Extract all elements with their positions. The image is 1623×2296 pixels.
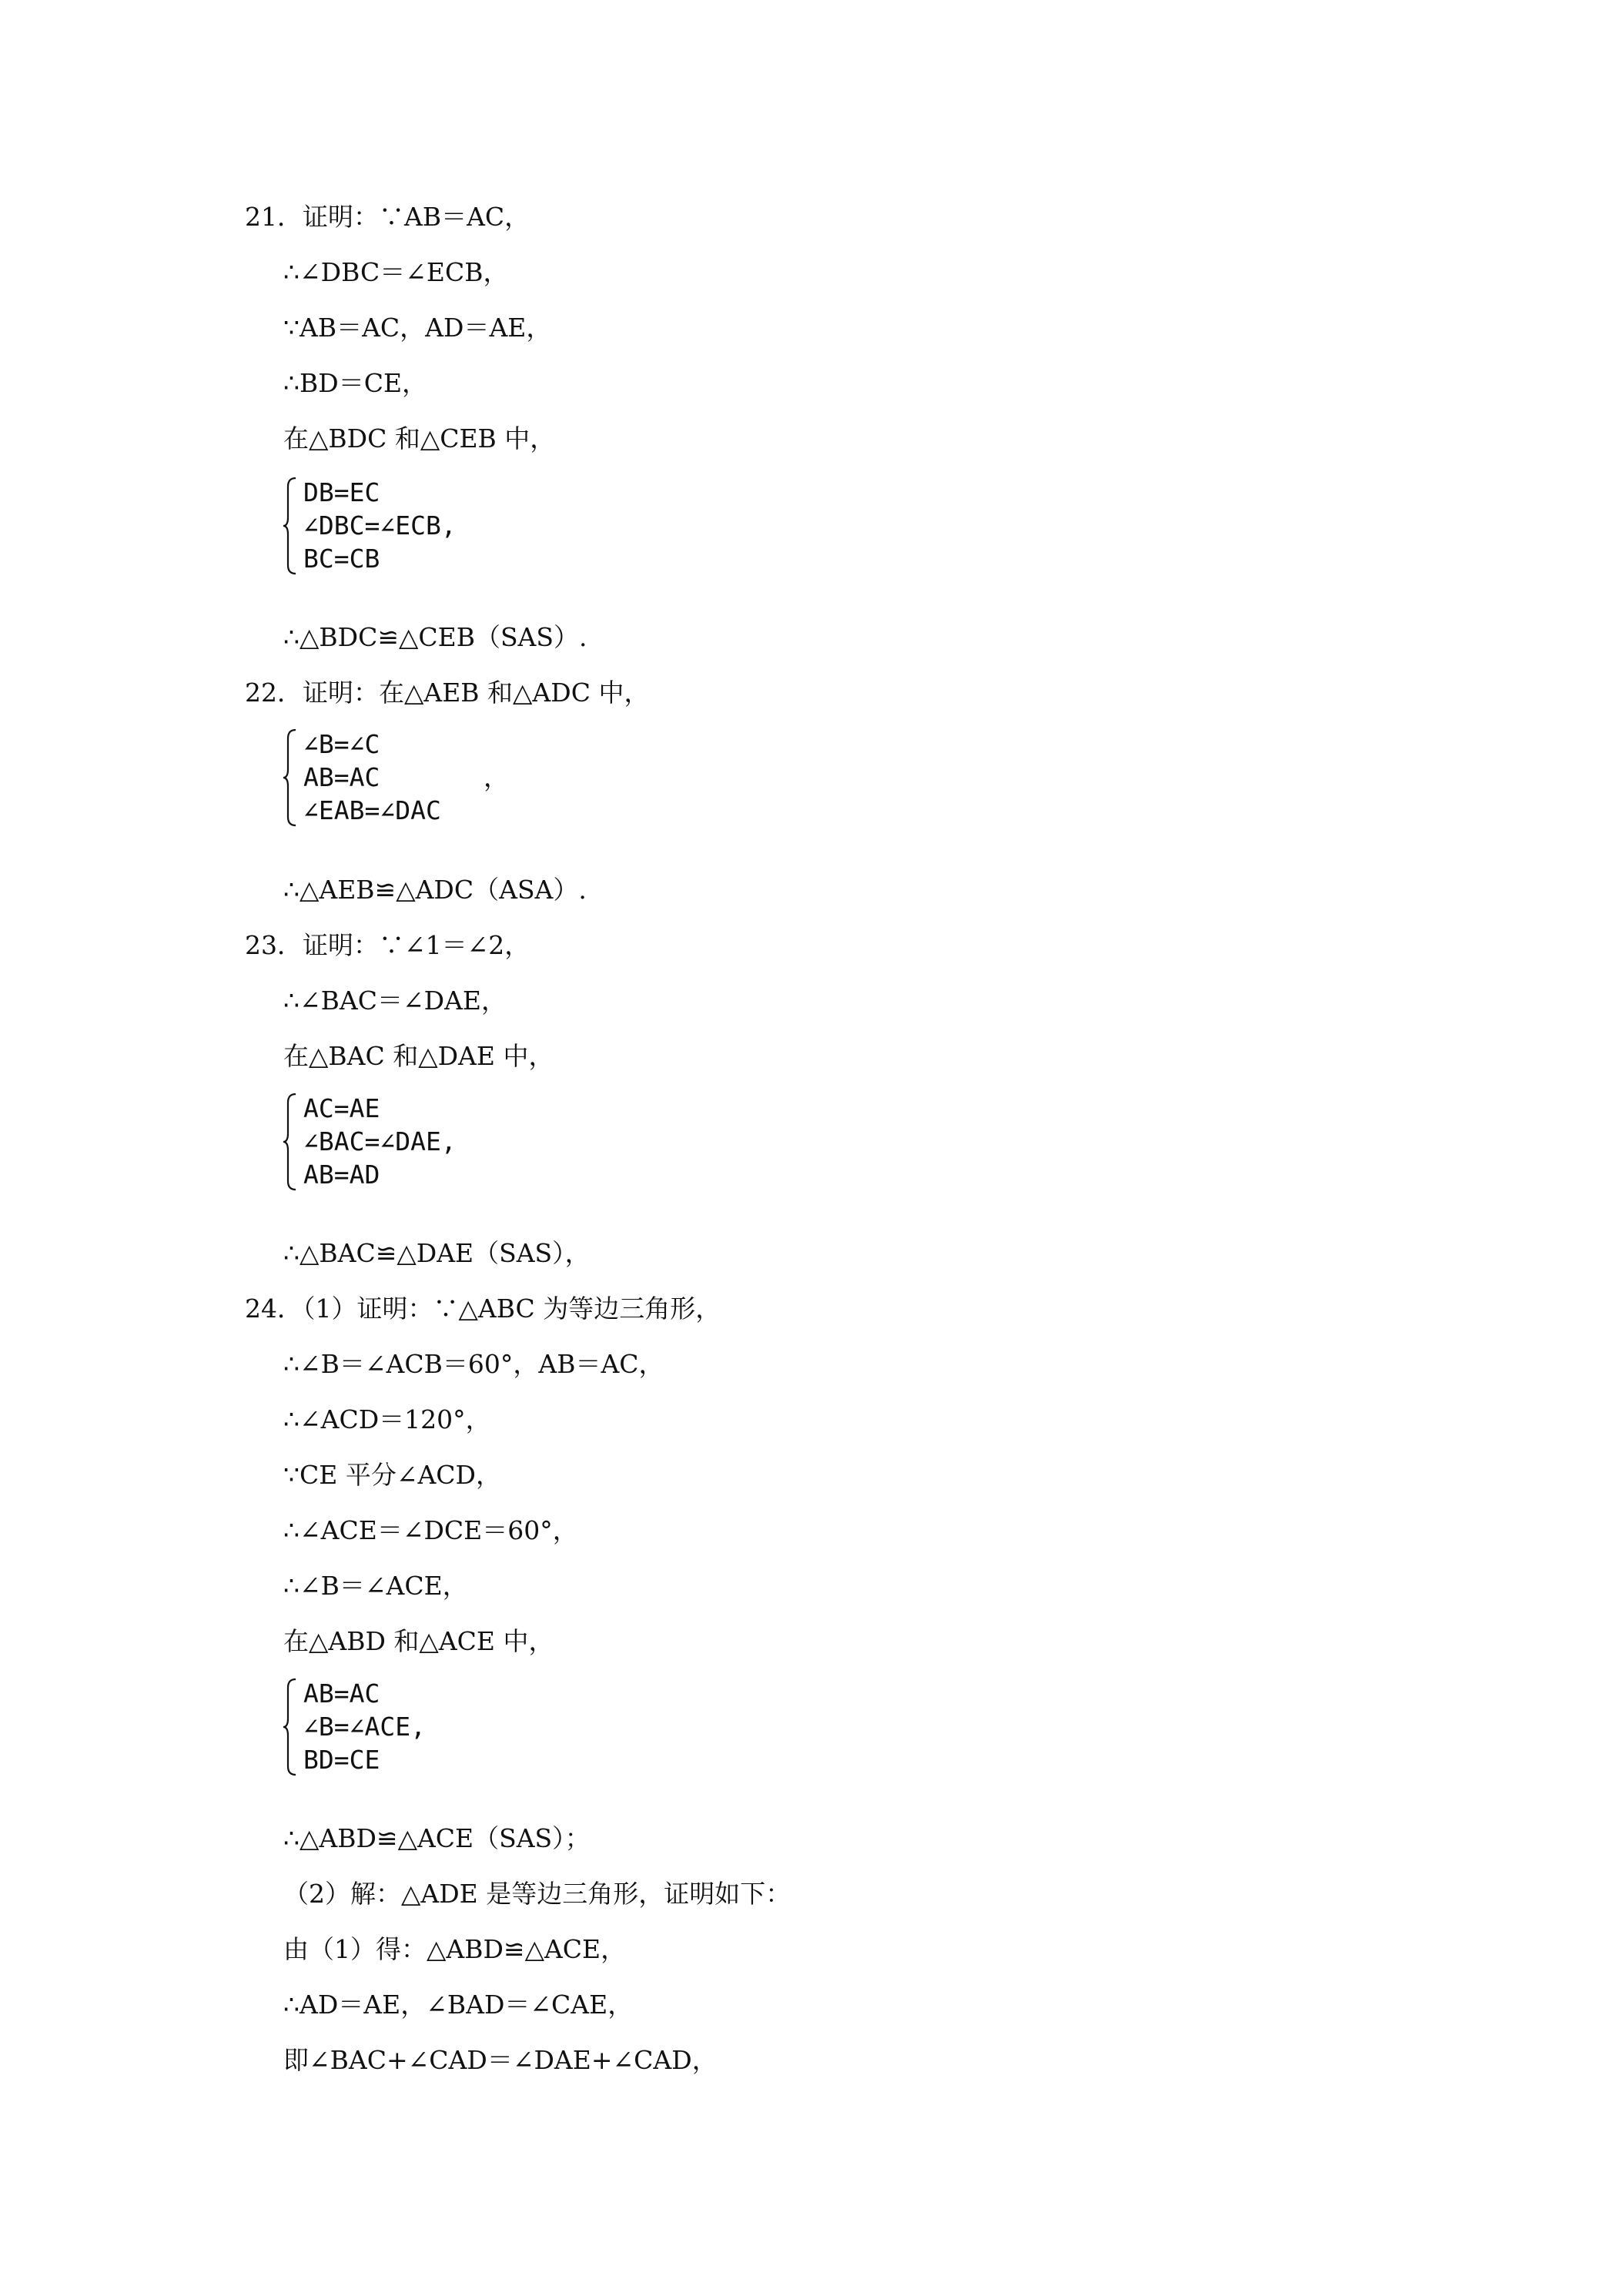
text-line: 在△BAC 和△DAE 中， (283, 1041, 554, 1071)
equation-row: BC=CB (303, 544, 380, 574)
equation-row: ∠B=∠C (303, 729, 380, 759)
text-line: ∴∠B＝∠ACE， (283, 1571, 468, 1601)
equation-row: ∠B=∠ACE, (303, 1712, 426, 1742)
text-line: ∴△BDC≌△CEB（SAS）. (283, 622, 587, 652)
text-line: 24．（1）证明：∵△ABC 为等边三角形， (245, 1294, 721, 1324)
text-line: ∴AD＝AE，∠BAD＝∠CAE， (283, 1990, 634, 2020)
left-brace-icon (282, 476, 299, 576)
text-line: 23．证明：∵∠1＝∠2， (245, 930, 530, 960)
text-line: ∴BD＝CE， (283, 368, 428, 398)
equation-system (282, 728, 605, 828)
text-line: ∴△AEB≌△ADC（ASA）. (283, 875, 587, 905)
text-line: （2）解：△ADE 是等边三角形，证明如下： (283, 1879, 791, 1909)
text-line: ∴∠DBC＝∠ECB， (283, 257, 509, 287)
equation-row: ∠DBC=∠ECB, (303, 510, 457, 541)
left-brace-icon (282, 1092, 299, 1192)
equation-trailing-comma: ， (484, 762, 509, 792)
equation-row: AC=AE (303, 1093, 380, 1123)
text-line: 21．证明：∵AB＝AC， (245, 202, 530, 232)
text-line: 由（1）得：△ABD≌△ACE， (283, 1934, 627, 1964)
equation-system (282, 1092, 605, 1192)
text-line: 即∠BAC+∠CAD＝∠DAE+∠CAD， (283, 2045, 718, 2075)
text-line: ∴∠ACD＝120°， (283, 1404, 491, 1434)
text-line: ∴∠ACE＝∠DCE＝60°， (283, 1515, 578, 1545)
equation-row: DB=EC (303, 477, 380, 507)
equation-row: BD=CE (303, 1745, 380, 1775)
left-brace-icon (282, 728, 299, 828)
equation-row: AB=AC (303, 1678, 380, 1709)
equation-row: AB=AC (303, 762, 380, 792)
text-line: ∴△BAC≌△DAE（SAS）， (283, 1238, 591, 1268)
text-line: ∴∠BAC＝∠DAE， (283, 986, 507, 1016)
text-line: 22．证明：在△AEB 和△ADC 中， (245, 678, 650, 708)
equation-row: AB=AD (303, 1160, 380, 1190)
text-line: 在△ABD 和△ACE 中， (283, 1626, 554, 1656)
text-line: ∵AB＝AC，AD＝AE， (283, 313, 552, 343)
equation-row: ∠EAB=∠DAC (303, 795, 441, 825)
equation-system (282, 1677, 605, 1777)
text-line: ∴∠B＝∠ACB＝60°，AB＝AC， (283, 1349, 664, 1379)
equation-row: ∠BAC=∠DAE, (303, 1126, 457, 1156)
equation-system (282, 476, 605, 576)
text-line: 在△BDC 和△CEB 中， (283, 423, 556, 454)
text-line: ∵CE 平分∠ACD， (283, 1460, 502, 1490)
left-brace-icon (282, 1677, 299, 1777)
text-line: ∴△ABD≌△ACE（SAS）； (283, 1823, 591, 1853)
